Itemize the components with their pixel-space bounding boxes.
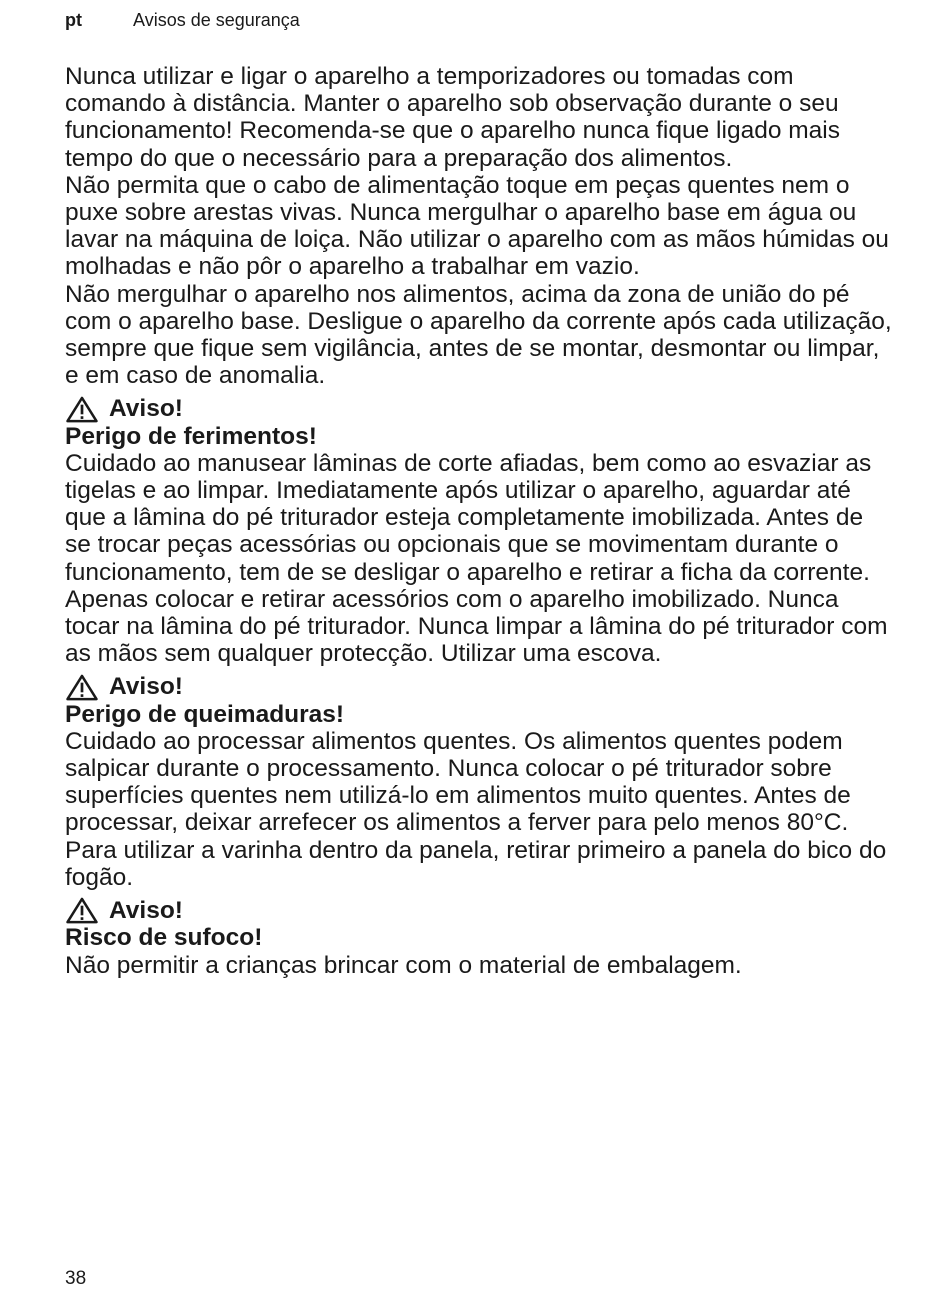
language-code: pt xyxy=(65,10,82,30)
warning-text: Cuidado ao manusear lâminas de corte afiadas, bem como ao esvaziar as tigelas e ao limpar. Imediatamente após utilizar o aparelho, aguardar até que a lâmina do pé triturador esteja completamente imobilizada. Antes de se trocar peças acessórias ou opcionais que se movimentam durante o funcionamento, tem de se desligar o aparelho e retirar a ficha da corrente. Apenas colocar e retirar acessórios com o aparelho imobilizado. Nunca tocar na lâmina do pé triturador. Nunca limpar a lâmina do pé triturador com as mãos sem qualquer protecção. Utilizar uma escova. xyxy=(65,449,888,668)
warning-triangle-icon xyxy=(65,396,99,423)
page-header xyxy=(65,9,300,31)
warning-triangle-icon xyxy=(65,897,99,924)
warning-label: Aviso! xyxy=(109,897,183,925)
warning-heading xyxy=(65,897,895,924)
warning-text: Não permitir a crianças brincar com o material de embalagem. xyxy=(65,951,742,979)
warning-subtitle: Perigo de ferimentos! xyxy=(65,422,317,450)
body-paragraph: Nunca utilizar e ligar o aparelho a temporizadores ou tomadas com comando à distância. Manter o aparelho sob observação durante o seu funcionamento! Recomenda-se que o aparelho nunca fique ligado mais tempo do que o necessário para a preparação dos alimentos. xyxy=(65,63,840,172)
body-paragraph: Não mergulhar o aparelho nos alimentos, acima da zona de união do pé com o aparelho base. Desligue o aparelho da corrente após cada utilização, sempre que fique sem vigilância, antes de se montar, desmontar ou limpar, e em caso de anomalia. xyxy=(65,280,892,390)
warning-text: Cuidado ao processar alimentos quentes. Os alimentos quentes podem salpicar durante o processamento. Nunca colocar o pé triturador sobre superfícies quentes nem utilizá-lo em alimentos muito quentes. Antes de processar, deixar arrefecer os alimentos a ferver para pelo menos 80°C. Para utilizar a varinha dentro da panela, retirar primeiro a panela do bico do fogão. xyxy=(65,727,887,891)
warning-label: Aviso! xyxy=(109,395,183,423)
warning-block xyxy=(65,673,895,891)
section-title: Avisos de segurança xyxy=(133,10,300,30)
warning-subtitle: Risco de sufoco! xyxy=(65,924,263,952)
page-number: 38 xyxy=(65,1268,87,1289)
warning-block xyxy=(65,395,895,667)
warning-heading xyxy=(65,673,895,700)
safety-content xyxy=(65,63,895,979)
warning-triangle-icon xyxy=(65,674,99,701)
warning-block xyxy=(65,897,895,979)
body-paragraph: Não permita que o cabo de alimentação toque em peças quentes nem o puxe sobre arestas vivas. Nunca mergulhar o aparelho base em água ou lavar na máquina de loiça. Não utilizar o aparelho com as mãos húmidas ou molhadas e não pôr o aparelho a trabalhar em vazio. xyxy=(65,171,889,281)
warning-heading xyxy=(65,395,895,422)
warning-label: Aviso! xyxy=(109,673,183,701)
warning-subtitle: Perigo de queimaduras! xyxy=(65,700,345,728)
